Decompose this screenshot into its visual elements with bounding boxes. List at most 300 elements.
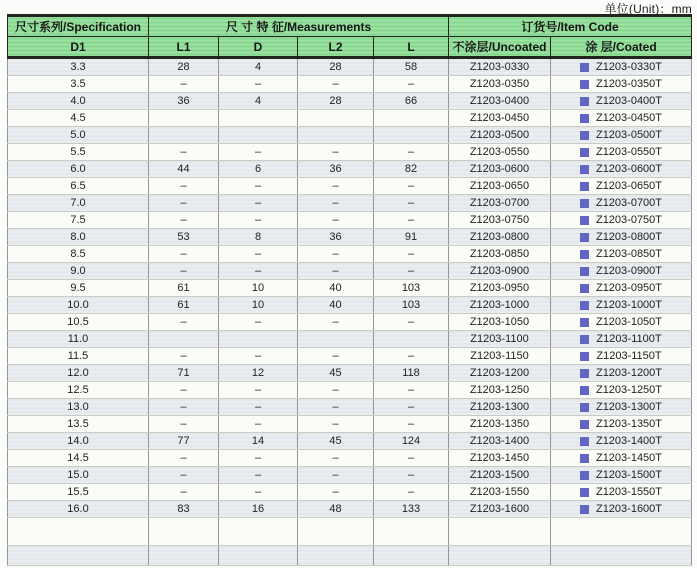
cell-l: 66	[374, 93, 449, 110]
coated-marker-icon	[580, 63, 589, 72]
cell-uncoated: Z1203-1200	[449, 365, 551, 382]
table-row	[8, 365, 692, 382]
cell-l2	[298, 331, 374, 348]
coated-code: Z1203-0700T	[595, 197, 663, 209]
cell-uncoated	[449, 546, 551, 566]
table-row	[8, 399, 692, 416]
cell-coated	[551, 58, 692, 76]
cell-uncoated: Z1203-1000	[449, 297, 551, 314]
table-row	[8, 195, 692, 212]
cell-d1: 3.3	[8, 58, 149, 76]
coated-code: Z1203-0350T	[595, 78, 663, 90]
cell-uncoated	[449, 518, 551, 546]
cell-coated	[551, 195, 692, 212]
cell-coated	[551, 467, 692, 484]
cell-uncoated: Z1203-0400	[449, 93, 551, 110]
cell-l1: –	[149, 484, 219, 501]
cell-l2: 28	[298, 58, 374, 76]
cell-d1: 10.5	[8, 314, 149, 331]
cell-d: 4	[219, 58, 298, 76]
coated-marker-icon	[580, 267, 589, 276]
table-row	[8, 127, 692, 144]
cell-coated	[551, 127, 692, 144]
cell-uncoated: Z1203-0950	[449, 280, 551, 297]
cell-l: 82	[374, 161, 449, 178]
coated-marker-icon	[580, 131, 589, 140]
cell-l2	[298, 110, 374, 127]
cell-d: –	[219, 467, 298, 484]
coated-code: Z1203-1450T	[595, 452, 663, 464]
cell-l: –	[374, 263, 449, 280]
cell-l	[374, 127, 449, 144]
cell-d: 10	[219, 297, 298, 314]
header-col-l1: L1	[149, 37, 219, 58]
cell-l1	[149, 110, 219, 127]
cell-d1: 7.0	[8, 195, 149, 212]
cell-uncoated: Z1203-0500	[449, 127, 551, 144]
coated-marker-icon	[580, 420, 589, 429]
cell-l2: –	[298, 348, 374, 365]
cell-d1: 8.5	[8, 246, 149, 263]
coated-marker-icon	[580, 250, 589, 259]
cell-d: –	[219, 178, 298, 195]
cell-d1: 6.5	[8, 178, 149, 195]
cell-coated	[551, 348, 692, 365]
cell-l: –	[374, 314, 449, 331]
coated-code: Z1203-1350T	[595, 418, 663, 430]
coated-code: Z1203-1100T	[596, 333, 662, 345]
cell-l2: –	[298, 263, 374, 280]
cell-coated	[551, 518, 692, 546]
cell-uncoated: Z1203-0600	[449, 161, 551, 178]
cell-d1: 4.0	[8, 93, 149, 110]
cell-l1: 44	[149, 161, 219, 178]
cell-l1: 28	[149, 58, 219, 76]
cell-d1: 12.0	[8, 365, 149, 382]
cell-d1: 7.5	[8, 212, 149, 229]
cell-l2: 40	[298, 297, 374, 314]
cell-coated	[551, 546, 692, 566]
coated-marker-icon	[580, 454, 589, 463]
cell-l1: 36	[149, 93, 219, 110]
cell-l: –	[374, 195, 449, 212]
table-row	[8, 280, 692, 297]
coated-code: Z1203-1500T	[595, 469, 663, 481]
cell-l1: –	[149, 76, 219, 93]
cell-d1: 6.0	[8, 161, 149, 178]
cell-l1: –	[149, 246, 219, 263]
table-row	[8, 546, 692, 566]
table-row	[8, 229, 692, 246]
cell-l2: –	[298, 144, 374, 161]
cell-uncoated: Z1203-1550	[449, 484, 551, 501]
cell-l2: 36	[298, 161, 374, 178]
cell-coated	[551, 212, 692, 229]
cell-uncoated: Z1203-0750	[449, 212, 551, 229]
cell-d1: 4.5	[8, 110, 149, 127]
cell-l: –	[374, 484, 449, 501]
cell-d1: 13.0	[8, 399, 149, 416]
cell-uncoated: Z1203-1250	[449, 382, 551, 399]
cell-d1: 3.5	[8, 76, 149, 93]
cell-d: 4	[219, 93, 298, 110]
cell-l1: –	[149, 263, 219, 280]
table-row	[8, 161, 692, 178]
coated-code: Z1203-1600T	[595, 503, 663, 515]
coated-marker-icon	[580, 199, 589, 208]
cell-uncoated: Z1203-1600	[449, 501, 551, 518]
coated-code: Z1203-0500T	[595, 129, 663, 141]
cell-d: –	[219, 144, 298, 161]
cell-d1	[8, 546, 149, 566]
cell-d: –	[219, 76, 298, 93]
cell-l: –	[374, 212, 449, 229]
coated-marker-icon	[580, 403, 589, 412]
table-row	[8, 484, 692, 501]
coated-code: Z1203-0650T	[595, 180, 663, 192]
coated-marker-icon	[580, 369, 589, 378]
cell-coated	[551, 144, 692, 161]
coated-marker-icon	[580, 148, 589, 157]
cell-d1: 5.0	[8, 127, 149, 144]
cell-d: –	[219, 195, 298, 212]
cell-coated	[551, 297, 692, 314]
header-measurements-group: 尺 寸 特 征/Measurements	[149, 16, 449, 37]
cell-uncoated: Z1203-1100	[449, 331, 551, 348]
table-row	[8, 450, 692, 467]
coated-marker-icon	[580, 80, 589, 89]
coated-marker-icon	[580, 182, 589, 191]
coated-marker-icon	[580, 301, 589, 310]
cell-uncoated: Z1203-0350	[449, 76, 551, 93]
coated-code: Z1203-1150T	[596, 350, 662, 362]
specification-table	[7, 14, 692, 566]
coated-code: Z1203-0800T	[595, 231, 663, 243]
cell-coated	[551, 314, 692, 331]
cell-d	[219, 127, 298, 144]
coated-marker-icon	[580, 97, 589, 106]
cell-d: 6	[219, 161, 298, 178]
cell-d1: 8.0	[8, 229, 149, 246]
table-row	[8, 178, 692, 195]
coated-code: Z1203-1550T	[595, 486, 663, 498]
header-col-coated: 涂 层/Coated	[551, 37, 692, 58]
cell-coated	[551, 365, 692, 382]
cell-coated	[551, 433, 692, 450]
coated-marker-icon	[580, 437, 589, 446]
cell-d: 8	[219, 229, 298, 246]
cell-l1: –	[149, 450, 219, 467]
cell-l2: –	[298, 246, 374, 263]
table-row	[8, 348, 692, 365]
cell-uncoated: Z1203-1500	[449, 467, 551, 484]
header-col-l: L	[374, 37, 449, 58]
cell-d: –	[219, 314, 298, 331]
cell-l1: 71	[149, 365, 219, 382]
cell-d: –	[219, 416, 298, 433]
cell-l2: –	[298, 314, 374, 331]
cell-l: 91	[374, 229, 449, 246]
cell-coated	[551, 382, 692, 399]
cell-d1: 11.5	[8, 348, 149, 365]
cell-l: –	[374, 348, 449, 365]
cell-uncoated: Z1203-1050	[449, 314, 551, 331]
cell-l1: –	[149, 314, 219, 331]
coated-code: Z1203-0950T	[595, 282, 663, 294]
table-row	[8, 314, 692, 331]
cell-l2: –	[298, 195, 374, 212]
cell-d: –	[219, 263, 298, 280]
cell-l: –	[374, 399, 449, 416]
cell-l1: 53	[149, 229, 219, 246]
cell-d: 10	[219, 280, 298, 297]
header-spec-group: 尺寸系列/Specification	[8, 16, 149, 37]
coated-code: Z1203-0550T	[595, 146, 663, 158]
coated-code: Z1203-1300T	[595, 401, 663, 413]
cell-uncoated: Z1203-1150	[449, 348, 551, 365]
cell-l2	[298, 127, 374, 144]
table-row	[8, 212, 692, 229]
cell-l: 118	[374, 365, 449, 382]
cell-coated	[551, 263, 692, 280]
header-column-row	[8, 37, 692, 58]
table-row	[8, 433, 692, 450]
coated-code: Z1203-0750T	[595, 214, 663, 226]
cell-d1: 10.0	[8, 297, 149, 314]
coated-marker-icon	[580, 284, 589, 293]
header-group-row	[8, 16, 692, 37]
cell-l1	[149, 518, 219, 546]
cell-d: –	[219, 399, 298, 416]
table-row	[8, 297, 692, 314]
coated-code: Z1203-1250T	[595, 384, 663, 396]
cell-uncoated: Z1203-1300	[449, 399, 551, 416]
table-row	[8, 263, 692, 280]
coated-marker-icon	[580, 335, 589, 344]
cell-d	[219, 331, 298, 348]
cell-d1: 12.5	[8, 382, 149, 399]
table-row	[8, 501, 692, 518]
cell-uncoated: Z1203-1450	[449, 450, 551, 467]
header-col-d1: D1	[8, 37, 149, 58]
cell-l1: –	[149, 467, 219, 484]
cell-l1: 77	[149, 433, 219, 450]
cell-d1: 9.0	[8, 263, 149, 280]
cell-l: –	[374, 178, 449, 195]
cell-uncoated: Z1203-0850	[449, 246, 551, 263]
cell-l1: –	[149, 348, 219, 365]
header-col-d: D	[219, 37, 298, 58]
cell-uncoated: Z1203-0330	[449, 58, 551, 76]
cell-l	[374, 331, 449, 348]
cell-d1: 15.5	[8, 484, 149, 501]
table-row	[8, 110, 692, 127]
cell-l2: –	[298, 178, 374, 195]
cell-l2: 28	[298, 93, 374, 110]
cell-l2: 45	[298, 433, 374, 450]
cell-d1: 15.0	[8, 467, 149, 484]
table-row	[8, 382, 692, 399]
coated-marker-icon	[580, 505, 589, 514]
cell-l2: –	[298, 212, 374, 229]
cell-l1: –	[149, 212, 219, 229]
cell-l1	[149, 127, 219, 144]
coated-marker-icon	[580, 386, 589, 395]
cell-uncoated: Z1203-1400	[449, 433, 551, 450]
cell-l1: –	[149, 144, 219, 161]
cell-l2: –	[298, 467, 374, 484]
cell-l: –	[374, 246, 449, 263]
cell-d: 16	[219, 501, 298, 518]
cell-l: 124	[374, 433, 449, 450]
cell-d: –	[219, 348, 298, 365]
cell-uncoated: Z1203-0800	[449, 229, 551, 246]
cell-l2	[298, 518, 374, 546]
cell-coated	[551, 76, 692, 93]
cell-l2: –	[298, 450, 374, 467]
coated-code: Z1203-1050T	[595, 316, 663, 328]
cell-coated	[551, 484, 692, 501]
cell-l: –	[374, 467, 449, 484]
cell-uncoated: Z1203-0650	[449, 178, 551, 195]
cell-coated	[551, 501, 692, 518]
cell-coated	[551, 280, 692, 297]
cell-l1	[149, 331, 219, 348]
coated-code: Z1203-0900T	[595, 265, 663, 277]
coated-code: Z1203-0600T	[595, 163, 663, 175]
table-row	[8, 518, 692, 546]
cell-l1	[149, 546, 219, 566]
cell-uncoated: Z1203-0700	[449, 195, 551, 212]
table-row	[8, 58, 692, 76]
cell-d1: 9.5	[8, 280, 149, 297]
cell-coated	[551, 399, 692, 416]
coated-marker-icon	[580, 488, 589, 497]
cell-l	[374, 518, 449, 546]
coated-marker-icon	[580, 114, 589, 123]
cell-d	[219, 518, 298, 546]
header-col-l2: L2	[298, 37, 374, 58]
cell-l2: 48	[298, 501, 374, 518]
cell-d1: 5.5	[8, 144, 149, 161]
table-row	[8, 416, 692, 433]
cell-d1: 13.5	[8, 416, 149, 433]
cell-coated	[551, 450, 692, 467]
cell-l1: –	[149, 178, 219, 195]
cell-coated	[551, 178, 692, 195]
cell-uncoated: Z1203-0550	[449, 144, 551, 161]
cell-d: –	[219, 246, 298, 263]
table-row	[8, 467, 692, 484]
cell-d: –	[219, 382, 298, 399]
cell-d1	[8, 518, 149, 546]
cell-d: –	[219, 484, 298, 501]
cell-d	[219, 546, 298, 566]
cell-d: 14	[219, 433, 298, 450]
coated-marker-icon	[580, 471, 589, 480]
coated-code: Z1203-1200T	[595, 367, 663, 379]
coated-code: Z1203-0450T	[595, 112, 663, 124]
cell-coated	[551, 331, 692, 348]
header-item-code-group: 订货号/Item Code	[449, 16, 692, 37]
cell-l2: –	[298, 399, 374, 416]
cell-l: 58	[374, 58, 449, 76]
cell-uncoated: Z1203-0450	[449, 110, 551, 127]
cell-l1: 61	[149, 297, 219, 314]
cell-coated	[551, 161, 692, 178]
table-row	[8, 144, 692, 161]
coated-code: Z1203-1400T	[595, 435, 663, 447]
cell-l2: 45	[298, 365, 374, 382]
cell-l: 133	[374, 501, 449, 518]
cell-l2: 40	[298, 280, 374, 297]
table-row	[8, 246, 692, 263]
cell-l: –	[374, 144, 449, 161]
cell-l2	[298, 546, 374, 566]
cell-l1: –	[149, 382, 219, 399]
unit-label: 单位(Unit)：mm	[604, 2, 692, 16]
cell-l1: 83	[149, 501, 219, 518]
cell-l1: –	[149, 399, 219, 416]
cell-l: 103	[374, 297, 449, 314]
cell-l: –	[374, 76, 449, 93]
table-row	[8, 93, 692, 110]
header-col-uncoated: 不涂层/Uncoated	[449, 37, 551, 58]
cell-coated	[551, 416, 692, 433]
cell-coated	[551, 110, 692, 127]
coated-code: Z1203-0330T	[595, 61, 663, 73]
coated-code: Z1203-1000T	[595, 299, 663, 311]
coated-code: Z1203-0850T	[595, 248, 663, 260]
coated-code: Z1203-0400T	[595, 95, 663, 107]
cell-l1: –	[149, 195, 219, 212]
cell-d	[219, 110, 298, 127]
cell-l: –	[374, 450, 449, 467]
coated-marker-icon	[580, 233, 589, 242]
cell-coated	[551, 246, 692, 263]
table-row	[8, 331, 692, 348]
cell-l: –	[374, 416, 449, 433]
table-header	[8, 16, 692, 58]
cell-d1: 14.5	[8, 450, 149, 467]
cell-d1: 16.0	[8, 501, 149, 518]
cell-coated	[551, 229, 692, 246]
cell-l1: –	[149, 416, 219, 433]
cell-l	[374, 546, 449, 566]
coated-marker-icon	[580, 216, 589, 225]
cell-l2: –	[298, 382, 374, 399]
coated-marker-icon	[580, 352, 589, 361]
table-body	[8, 58, 692, 566]
cell-d: –	[219, 450, 298, 467]
cell-uncoated: Z1203-1350	[449, 416, 551, 433]
cell-uncoated: Z1203-0900	[449, 263, 551, 280]
cell-l	[374, 110, 449, 127]
coated-marker-icon	[580, 318, 589, 327]
cell-l2: –	[298, 416, 374, 433]
cell-l: –	[374, 382, 449, 399]
cell-l2: –	[298, 76, 374, 93]
cell-l1: 61	[149, 280, 219, 297]
table-row	[8, 76, 692, 93]
cell-d: –	[219, 212, 298, 229]
cell-d1: 11.0	[8, 331, 149, 348]
cell-l2: –	[298, 484, 374, 501]
cell-coated	[551, 93, 692, 110]
cell-l: 103	[374, 280, 449, 297]
cell-l2: 36	[298, 229, 374, 246]
coated-marker-icon	[580, 165, 589, 174]
